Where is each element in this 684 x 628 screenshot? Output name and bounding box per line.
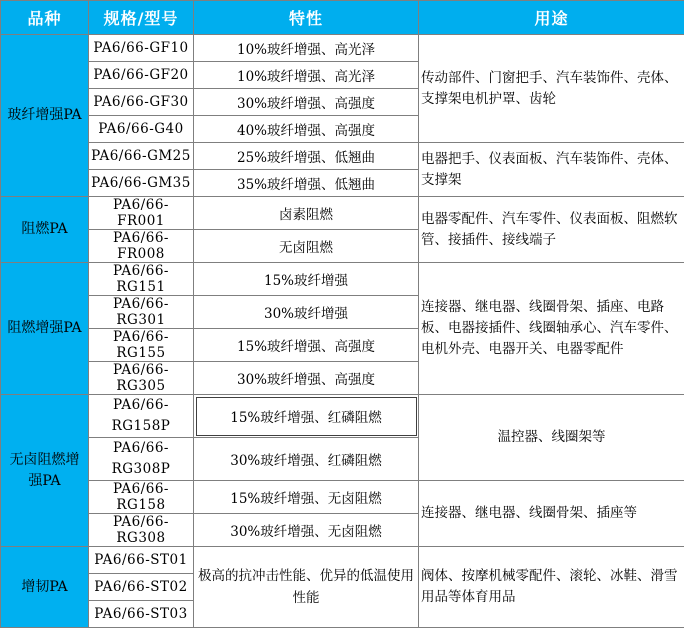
variety-cell: 无卤阻燃增强PA: [1, 395, 89, 547]
table-row: [1, 263, 684, 296]
model-cell: PA6/66-RG308: [89, 514, 194, 547]
usage-cell: 连接器、继电器、线圈骨架、插座、电路板、电器接插件、线圈轴承心、汽车零件、电机外壳、电器开关、电器零配件: [419, 263, 684, 395]
feature-cell: 30%玻纤增强、无卤阻燃: [194, 514, 419, 547]
feature-cell: 15%玻纤增强、高强度: [194, 329, 419, 362]
header-variety: 品种: [1, 1, 89, 35]
feature-cell: 无卤阻燃: [194, 230, 419, 263]
table-row: [1, 395, 684, 438]
model-cell: PA6/66-RG155: [89, 329, 194, 362]
table-row: [1, 547, 684, 574]
feature-cell: 15%玻纤增强: [194, 263, 419, 296]
model-cell: PA6/66-G40: [89, 116, 194, 143]
model-cell: PA6/66-ST01: [89, 547, 194, 574]
feature-cell: 30%玻纤增强、高强度: [194, 362, 419, 395]
header-usage: 用途: [419, 1, 684, 35]
model-cell: PA6/66-FR008: [89, 230, 194, 263]
table-row: [1, 143, 684, 170]
model-cell: PA6/66-RG151: [89, 263, 194, 296]
feature-cell: 卤素阻燃: [194, 197, 419, 230]
model-cell: PA6/66-GM35: [89, 170, 194, 197]
feature-cell: 35%玻纤增强、低翘曲: [194, 170, 419, 197]
feature-cell: 15%玻纤增强、红磷阻燃: [194, 395, 419, 438]
header-row: [1, 1, 684, 35]
model-cell: PA6/66-RG158P: [89, 395, 194, 438]
model-cell: PA6/66-ST02: [89, 574, 194, 601]
model-cell: PA6/66-GM25: [89, 143, 194, 170]
feature-cell: 30%玻纤增强、高强度: [194, 89, 419, 116]
table-row: [1, 481, 684, 514]
header-model: 规格/型号: [89, 1, 194, 35]
model-cell: PA6/66-GF20: [89, 62, 194, 89]
model-cell: PA6/66-RG301: [89, 296, 194, 329]
variety-cell: 增韧PA: [1, 547, 89, 628]
usage-cell: 连接器、继电器、线圈骨架、插座等: [419, 481, 684, 547]
feature-cell: 30%玻纤增强、红磷阻燃: [194, 438, 419, 481]
header-feature: 特性: [194, 1, 419, 35]
variety-cell: 玻纤增强PA: [1, 35, 89, 197]
usage-cell: 电器零配件、汽车零件、仪表面板、阻燃软管、接插件、接线端子: [419, 197, 684, 263]
variety-cell: 阻燃增强PA: [1, 263, 89, 395]
model-cell: PA6/66-GF30: [89, 89, 194, 116]
usage-cell: 阀体、按摩机械零配件、滚轮、冰鞋、滑雪用品等体育用品: [419, 547, 684, 628]
feature-cell: 15%玻纤增强、无卤阻燃: [194, 481, 419, 514]
feature-cell: 40%玻纤增强、高强度: [194, 116, 419, 143]
feature-cell: 30%玻纤增强: [194, 296, 419, 329]
table-row: [1, 197, 684, 230]
usage-cell: 传动部件、门窗把手、汽车装饰件、壳体、支撑架电机护罩、齿轮: [419, 35, 684, 143]
usage-cell: 电器把手、仪表面板、汽车装饰件、壳体、支撑架: [419, 143, 684, 197]
variety-cell: 阻燃PA: [1, 197, 89, 263]
table-row: [1, 35, 684, 62]
feature-cell: 10%玻纤增强、高光泽: [194, 35, 419, 62]
model-cell: PA6/66-RG308P: [89, 438, 194, 481]
feature-cell: 25%玻纤增强、低翘曲: [194, 143, 419, 170]
model-cell: PA6/66-ST03: [89, 601, 194, 628]
model-cell: PA6/66-RG158: [89, 481, 194, 514]
usage-cell: 温控器、线圈架等: [419, 395, 684, 481]
model-cell: PA6/66-RG305: [89, 362, 194, 395]
feature-cell: 10%玻纤增强、高光泽: [194, 62, 419, 89]
model-cell: PA6/66-GF10: [89, 35, 194, 62]
feature-cell: 极高的抗冲击性能、优异的低温使用性能: [194, 547, 419, 628]
model-cell: PA6/66-FR001: [89, 197, 194, 230]
